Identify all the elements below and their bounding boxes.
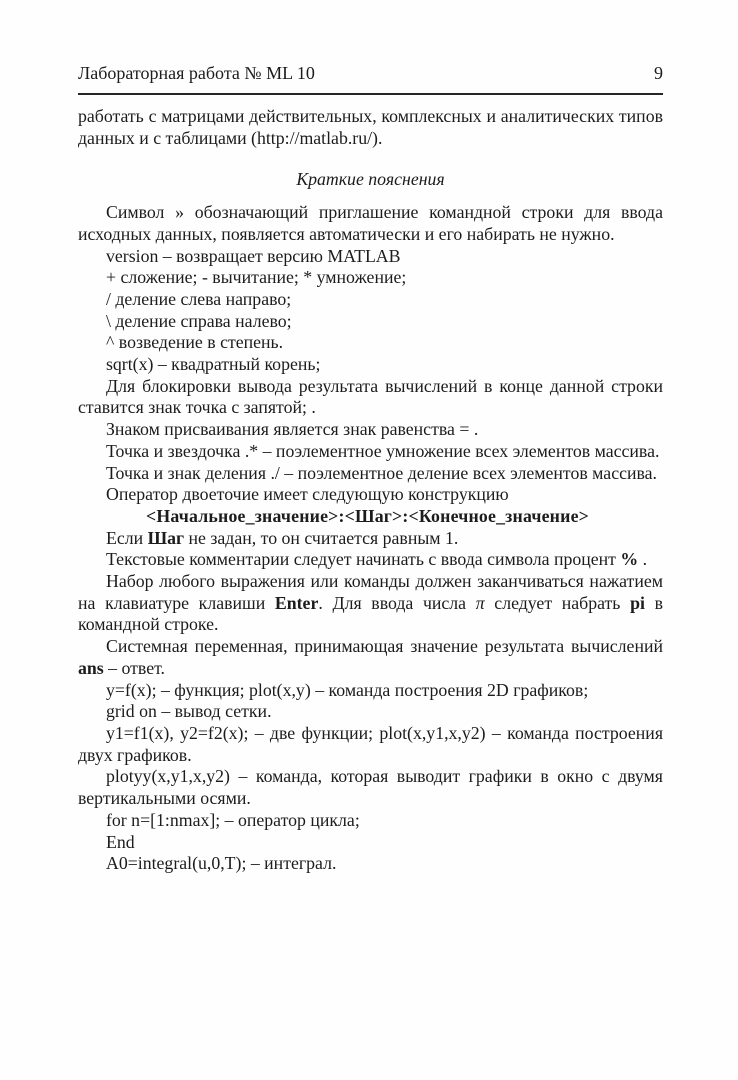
paragraph-23 — [78, 766, 663, 809]
paragraph-7 — [78, 311, 663, 333]
text-run: Системная переменная, принимающая значение результата вычислений — [106, 636, 663, 657]
paragraph-11 — [78, 419, 663, 441]
paragraph-3 — [78, 202, 663, 245]
text-run: Знаком присваивания является знак равенства = . — [106, 419, 479, 440]
paragraph-17 — [78, 549, 663, 571]
paragraph-1 — [78, 106, 663, 149]
document-body — [78, 106, 663, 875]
paragraph-14 — [78, 484, 663, 506]
text-run: \ деление справа налево; — [106, 310, 292, 331]
text-run: Краткие пояснения — [296, 169, 445, 190]
paragraph-24 — [78, 810, 663, 832]
paragraph-20 — [78, 680, 663, 702]
paragraph-6 — [78, 289, 663, 311]
paragraph-18 — [78, 571, 663, 636]
text-run: grid on – вывод сетки. — [106, 701, 272, 722]
text-run: не задан, то он считается равным 1. — [184, 527, 459, 548]
text-run: for n=[1:nmax]; – оператор цикла; — [106, 809, 360, 830]
text-run: y=f(x); – функция; plot(x,y) – команда построения 2D графиков; — [106, 679, 589, 700]
text-run: следует набрать — [484, 592, 631, 613]
text-run: Точка и звездочка .* – поэлементное умножение всех элементов массива. — [106, 440, 660, 461]
text-run: sqrt(x) – квадратный корень; — [106, 354, 321, 375]
text-run: . Для ввода числа — [318, 592, 476, 613]
text-run: pi — [630, 592, 645, 613]
text-run: / деление слева направо; — [106, 288, 292, 309]
paragraph-4 — [78, 246, 663, 268]
paragraph-10 — [78, 376, 663, 419]
paragraph-26 — [78, 853, 663, 875]
text-run: End — [106, 831, 135, 852]
paragraph-21 — [78, 701, 663, 723]
text-run: Шаг — [147, 527, 185, 548]
text-run: работать с матрицами действительных, комплексных и аналитических типов данных и с таблицами (http://matlab.ru/). — [78, 106, 663, 148]
page-header — [78, 62, 663, 95]
text-run: ans — [78, 657, 104, 678]
text-run: – ответ. — [103, 657, 165, 678]
paragraph-8 — [78, 332, 663, 354]
text-run: . — [638, 549, 648, 570]
text-run: Текстовые комментарии следует начинать с ввода символа процент — [106, 549, 621, 570]
text-run: ^ возведение в степень. — [106, 332, 284, 353]
text-run: plotyy(x,y1,x,y2) – команда, которая выводит графики в окно с двумя вертикальными осями. — [78, 766, 663, 809]
paragraph-25 — [78, 832, 663, 854]
paragraph-5 — [78, 267, 663, 289]
section-heading — [78, 169, 663, 191]
paragraph-16 — [78, 528, 663, 550]
text-run: Enter — [274, 592, 319, 613]
text-run: <Начальное_значение>:<Шаг>:<Конечное_значение> — [146, 505, 589, 526]
paragraph-9 — [78, 354, 663, 376]
text-run: % — [620, 549, 639, 570]
paragraph-12 — [78, 441, 663, 463]
running-title: Лабораторная работа № ML 10 — [78, 63, 315, 83]
text-run: в командной строке. — [78, 592, 663, 635]
text-run: Символ » обозначающий приглашение командной строки для ввода исходных данных, появляется автоматически и его набирать не нужно. — [78, 202, 663, 244]
text-run: A0=integral(u,0,T); – интеграл. — [106, 853, 337, 874]
text-run: Набор любого выражения или команды должен заканчиваться нажатием на клавиатуре клавиши — [78, 571, 663, 613]
text-run: Если — [106, 527, 148, 548]
paragraph-19 — [78, 636, 663, 679]
page-number: 9 — [654, 63, 663, 83]
text-run: π — [475, 592, 485, 613]
text-run: Оператор двоеточие имеет следующую конструкцию — [106, 484, 509, 505]
text-run: + сложение; - вычитание; * умножение; — [106, 267, 407, 288]
colon-operator-construct — [146, 506, 663, 528]
text-run: Для блокировки вывода результата вычислений в конце данной строки ставится знак точка с запятой; . — [78, 375, 663, 418]
paragraph-22 — [78, 723, 663, 766]
text-run: y1=f1(x), y2=f2(x); – две функции; plot(x,y1,x,y2) – команда построения двух графиков. — [78, 722, 663, 765]
paragraph-13 — [78, 463, 663, 485]
text-run: version – возвращает версию MATLAB — [106, 245, 401, 266]
text-run: Точка и знак деления ./ – поэлементное деление всех элементов массива. — [106, 462, 657, 483]
